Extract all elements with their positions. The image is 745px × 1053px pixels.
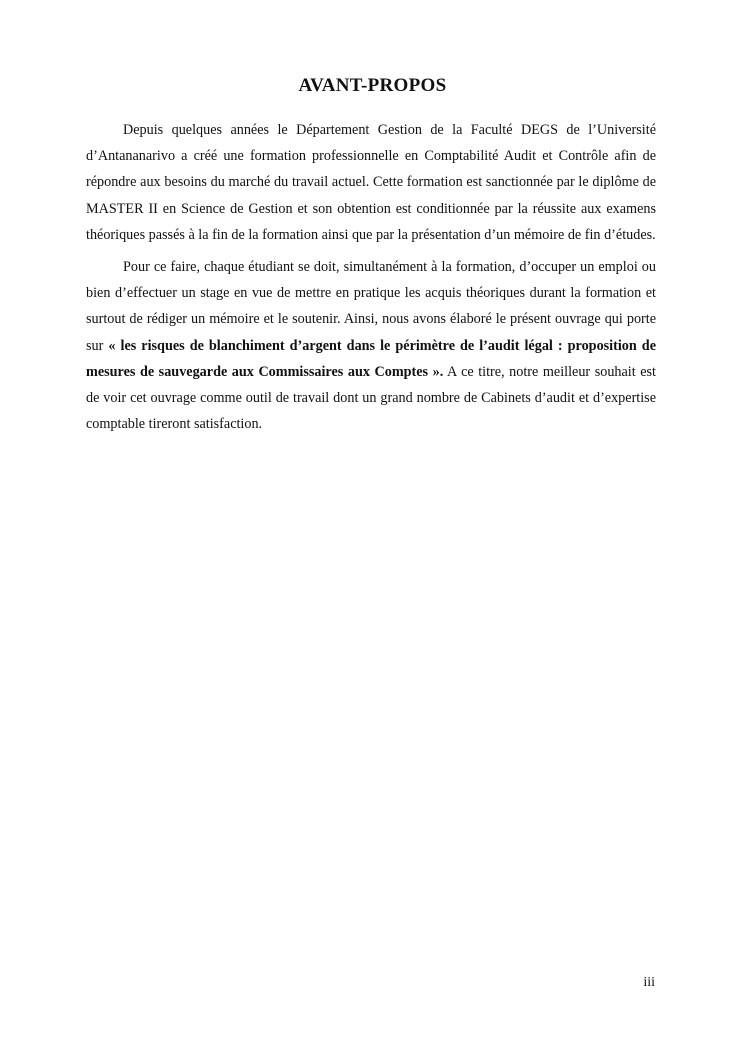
paragraph-2-bold-title: « les risques de blanchiment d’argent dans le périmètre de l’audit légal : proposition de mesures de sauvegarde aux Commissaires aux Comptes ». (86, 337, 656, 380)
page-number: iii (643, 975, 655, 990)
body-text (86, 117, 656, 443)
paragraph-2-intro: Pour ce faire, chaque étudiant se doit, simultanément à la formation, d’occuper un emploi ou bien d’effectuer un stage en vue de mettre en pratique les acquis théoriques durant la formation et surtout de rédiger un mémoire et le soutenir. Ainsi, nous avons élaboré le présent ouvrage qui porte sur (86, 259, 656, 354)
paragraph-2-outro: A ce titre, notre meilleur souhait est de voir cet ouvrage comme outil de travail dont un grand nombre de Cabinets d’audit et d’expertise comptable tireront satisfaction. (86, 363, 656, 433)
paragraph-2 (86, 254, 656, 437)
page-title: AVANT-PROPOS (298, 75, 447, 96)
paragraph-1: Depuis quelques années le Département Gestion de la Faculté DEGS de l’Université d’Antananarivo a créé une formation professionnelle en Comptabilité Audit et Contrôle afin de répondre aux besoins du marché du travail actuel. Cette formation est sanctionnée par le diplôme de MASTER II en Science de Gestion et son obtention est conditionnée par la réussite aux examens théoriques passés à la fin de la formation ainsi que par la présentation d’un mémoire de fin d’études. (86, 122, 656, 243)
